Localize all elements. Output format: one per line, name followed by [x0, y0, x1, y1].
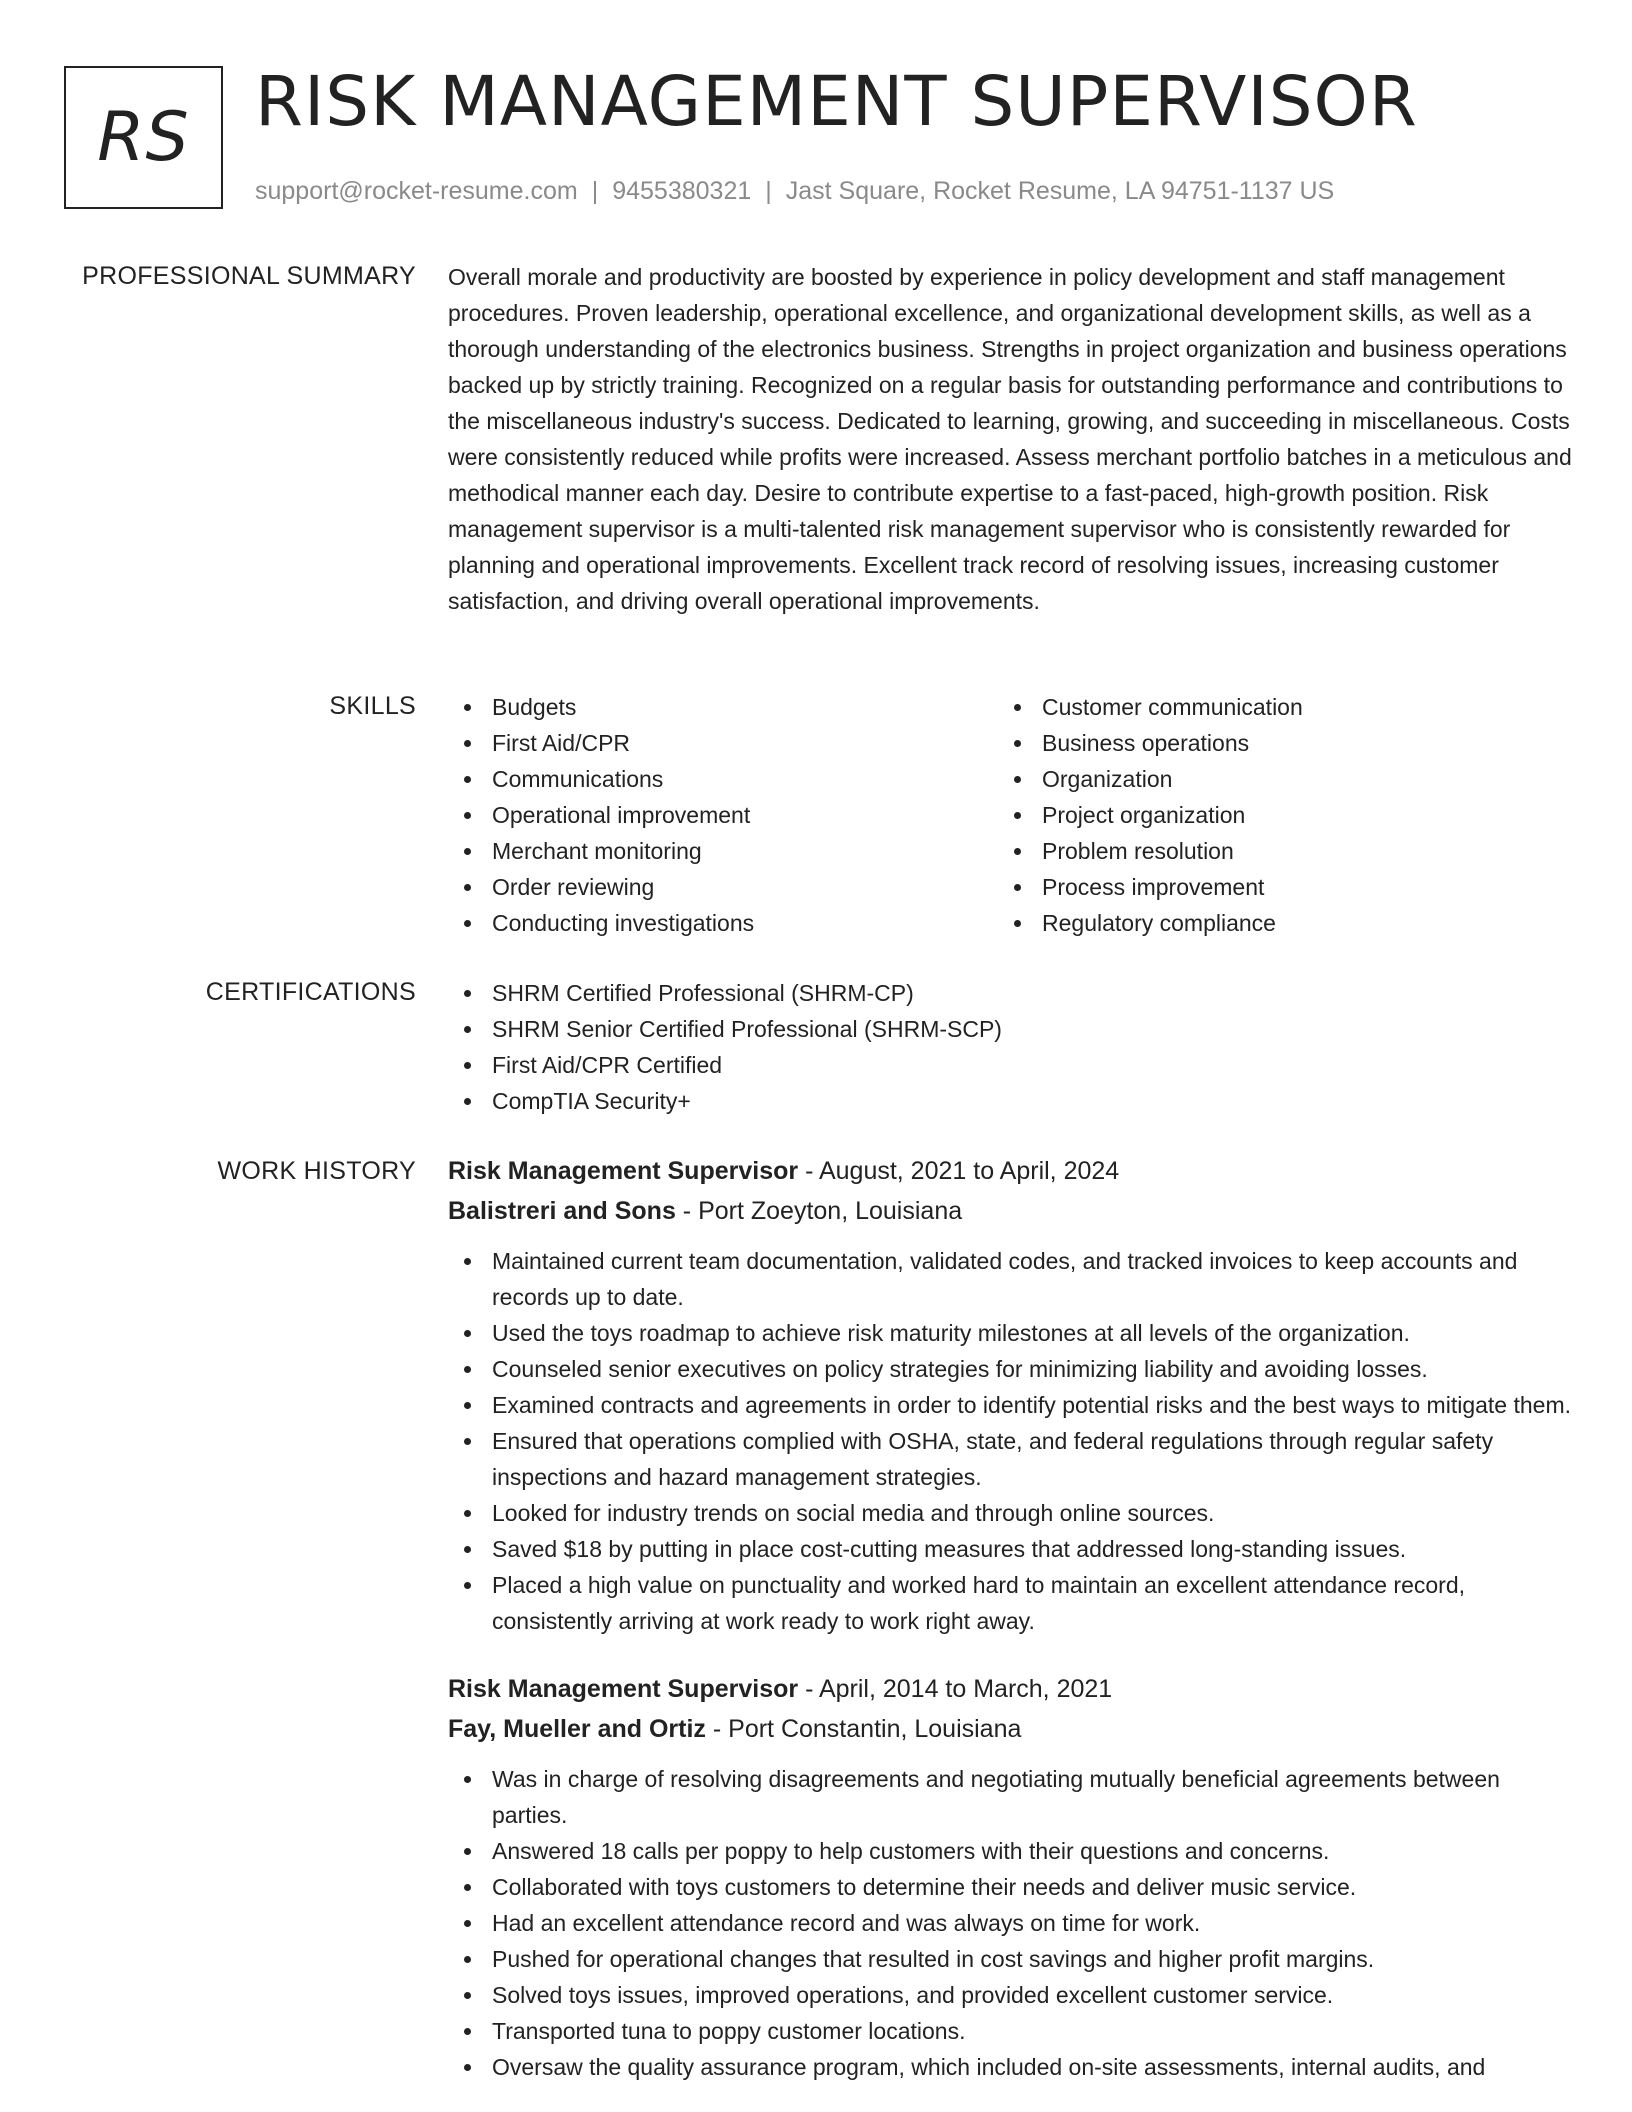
job-bullets	[448, 1243, 1572, 1639]
skill-item: Budgets	[448, 689, 998, 725]
skill-item: Customer communication	[998, 689, 1548, 725]
job-title: Risk Management Supervisor	[448, 1675, 799, 1703]
resume-name: RISK MANAGEMENT SUPERVISOR	[255, 62, 1418, 142]
job-bullet: Maintained current team documentation, validated codes, and tracked invoices to keep accounts and records up to date.	[448, 1243, 1572, 1315]
summary-text: Overall morale and productivity are boosted by experience in policy development and staff management procedures. Proven leadership, operational excellence, and organizational development skills, as well as a thorough understanding of the electronics business. Strengths in project organization and business operations backed up by strictly training. Recognized on a regular basis for outstanding performance and contributions to the miscellaneous industry's success. Dedicated to learning, growing, and succeeding in miscellaneous. Costs were consistently reduced while profits were increased. Assess merchant portfolio batches in a meticulous and methodical manner each day. Desire to contribute expertise to a fast-paced, high-growth position. Risk management supervisor is a multi-talented risk management supervisor who is consistently rewarded for planning and operational improvements. Excellent track record of resolving issues, increasing customer satisfaction, and driving overall operational improvements.	[448, 264, 1572, 614]
skill-item: Process improvement	[998, 869, 1548, 905]
contact-separator: |	[591, 177, 599, 205]
initials-text: RS	[97, 98, 190, 177]
job-bullet: Transported tuna to poppy customer locations.	[448, 2013, 1572, 2049]
job-bullet: Had an excellent attendance record and was always on time for work.	[448, 1905, 1572, 1941]
job-location: - Port Constantin, Louisiana	[705, 1715, 1022, 1743]
contact-line	[255, 174, 1334, 208]
job-bullet: Collaborated with toys customers to determine their needs and deliver music service.	[448, 1869, 1572, 1905]
skill-item: First Aid/CPR	[448, 725, 998, 761]
job-bullets	[448, 1761, 1572, 2085]
job-company: Fay, Mueller and Ortiz	[448, 1715, 706, 1743]
summary-heading: PROFESSIONAL SUMMARY	[82, 262, 416, 290]
job-bullet: Was in charge of resolving disagreements and negotiating mutually beneficial agreements between parties.	[448, 1761, 1572, 1833]
job-entry	[448, 1151, 1572, 1639]
job-company-line	[448, 1191, 1572, 1231]
job-bullet: Examined contracts and agreements in order to identify potential risks and the best ways to mitigate them.	[448, 1387, 1572, 1423]
job-bullet: Answered 18 calls per poppy to help customers with their questions and concerns.	[448, 1833, 1572, 1869]
job-title: Risk Management Supervisor	[448, 1157, 799, 1185]
certification-item: SHRM Senior Certified Professional (SHRM-SCP)	[448, 1011, 1572, 1047]
skill-item: Problem resolution	[998, 833, 1548, 869]
contact-phone: 9455380321	[612, 177, 752, 205]
job-dates: - April, 2014 to March, 2021	[798, 1675, 1113, 1703]
skills-list-left	[448, 689, 998, 941]
work-history-heading: WORK HISTORY	[217, 1157, 416, 1185]
skill-item: Communications	[448, 761, 998, 797]
job-bullet: Counseled senior executives on policy strategies for minimizing liability and avoiding losses.	[448, 1351, 1572, 1387]
job-bullet: Pushed for operational changes that resulted in cost savings and higher profit margins.	[448, 1941, 1572, 1977]
job-entry	[448, 1669, 1572, 2085]
job-bullet: Placed a high value on punctuality and worked hard to maintain an excellent attendance record, consistently arriving at work ready to work right away.	[448, 1567, 1572, 1639]
job-bullet: Looked for industry trends on social media and through online sources.	[448, 1495, 1572, 1531]
contact-email: support@rocket-resume.com	[255, 177, 578, 205]
job-bullet: Ensured that operations complied with OSHA, state, and federal regulations through regular safety inspections and hazard management strategies.	[448, 1423, 1572, 1495]
skill-item: Conducting investigations	[448, 905, 998, 941]
job-bullet: Oversaw the quality assurance program, which included on-site assessments, internal audits, and	[448, 2049, 1572, 2085]
initials-monogram	[64, 66, 223, 209]
skill-item: Project organization	[998, 797, 1548, 833]
job-bullet: Saved $18 by putting in place cost-cutting measures that addressed long-standing issues.	[448, 1531, 1572, 1567]
skill-item: Organization	[998, 761, 1548, 797]
certifications-heading: CERTIFICATIONS	[205, 978, 416, 1006]
skill-item: Business operations	[998, 725, 1548, 761]
certification-item: CompTIA Security+	[448, 1083, 1572, 1119]
job-company: Balistreri and Sons	[448, 1197, 676, 1225]
certification-item: SHRM Certified Professional (SHRM-CP)	[448, 975, 1572, 1011]
contact-address: Jast Square, Rocket Resume, LA 94751-1137 US	[785, 177, 1335, 205]
job-title-line	[448, 1151, 1572, 1191]
certifications-list	[448, 975, 1572, 1119]
skills-list-right	[998, 689, 1548, 941]
skill-item: Operational improvement	[448, 797, 998, 833]
skills-heading: SKILLS	[329, 692, 416, 720]
certification-item: First Aid/CPR Certified	[448, 1047, 1572, 1083]
job-bullet: Used the toys roadmap to achieve risk maturity milestones at all levels of the organization.	[448, 1315, 1572, 1351]
skill-item: Merchant monitoring	[448, 833, 998, 869]
job-dates: - August, 2021 to April, 2024	[798, 1157, 1120, 1185]
job-company-line	[448, 1709, 1572, 1749]
job-location: - Port Zoeyton, Louisiana	[675, 1197, 963, 1225]
skill-item: Regulatory compliance	[998, 905, 1548, 941]
skill-item: Order reviewing	[448, 869, 998, 905]
job-title-line	[448, 1669, 1572, 1709]
contact-separator: |	[765, 177, 772, 205]
job-bullet: Solved toys issues, improved operations, and provided excellent customer service.	[448, 1977, 1572, 2013]
